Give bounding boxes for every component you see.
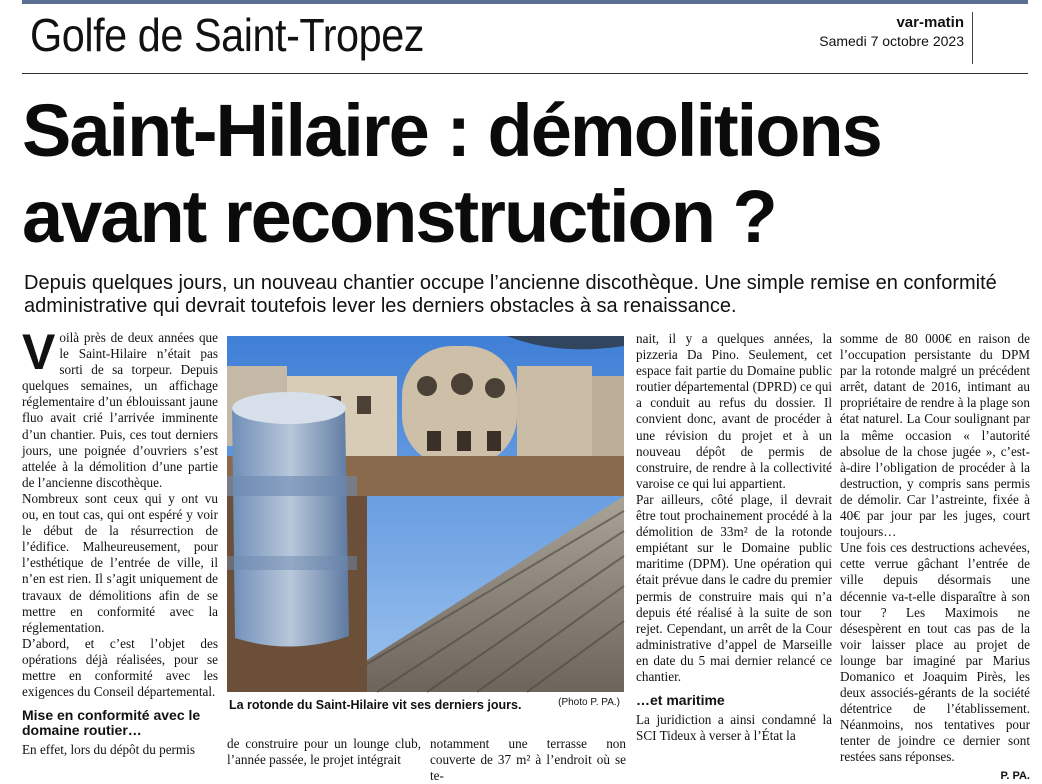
photo-caption: La rotonde du Saint-Hilaire vit ses derniers jours. bbox=[229, 698, 522, 712]
masthead bbox=[819, 14, 964, 49]
paragraph: somme de 80 000€ en raison de l’occupation persistante du DPM par la rotonde malgré un précédent arrêt, datant de 2016, intimant au propriétaire de rendre à la plage son état naturel. La Cour soulignant par la même occasion « l’autorité absolue de la chose jugée », c’est-à-dire l’obligation de procéder à la destruction, y compris sans permis de démolir. Car l’astreinte, fixée à 40€ par jour par les juges, court toujours… bbox=[840, 331, 1030, 540]
article-photo bbox=[227, 336, 624, 692]
subheading: …et maritime bbox=[636, 692, 725, 709]
article-column-1b bbox=[227, 736, 421, 768]
photo-caption-block bbox=[229, 696, 624, 714]
masthead-divider bbox=[972, 12, 973, 64]
photo-credit: (Photo P. PA.) bbox=[558, 697, 620, 708]
paragraph: de construire pour un lounge club, l’année passée, le projet intégrait bbox=[227, 736, 421, 768]
paragraph: nait, il y a quelques années, la pizzeria Da Pino. Seulement, cet espace fait partie du Domaine public routier départemental (DPRD) ce qui a conduit au refus du dossier. Il convient donc, avant de procéder à une révision du projet et à un nouveau dépôt de permis de construire, de rendre à la collectivité varoise ce qui lui appartient. bbox=[636, 331, 832, 491]
top-accent-bar bbox=[22, 0, 1028, 4]
paragraph: notamment une terrasse non couverte de 37 m² à l’endroit où se te- bbox=[430, 736, 626, 784]
article-column-3 bbox=[840, 331, 1030, 784]
header-rule bbox=[22, 73, 1028, 74]
author-signature: P. PA. bbox=[1000, 769, 1030, 782]
subheading: Mise en conformité avec le domaine routier… bbox=[22, 707, 201, 739]
paragraph: D’abord, et c’est l’objet des opérations déjà réalisées, pour se mettre en conformité avec les exigences du Conseil départemental. bbox=[22, 635, 218, 700]
paragraph: Une fois ces destructions achevées, cette verrue gâchant l’entrée de ville depuis désormais une décennie va-t-elle disparaître à son tour ? Les Maximois ne désespèrent en tout cas pas de la voir laisser place au projet de lounge bar imaginé par Marius Domanico et Joaquim Pirès, les deux associés-gérants de la société détentrice de l’établissement. Néanmoins, nos tentatives pour tenter de joindre ce dernier sont restées sans réponses. bbox=[840, 540, 1030, 765]
newspaper-name: var-matin bbox=[896, 14, 964, 31]
article-column-1c bbox=[430, 736, 626, 784]
drop-cap: V bbox=[22, 324, 56, 380]
article-column-2 bbox=[636, 331, 832, 744]
paragraph: La juridiction a ainsi condamné la SCI Tideux à verser à l’État la bbox=[636, 712, 832, 744]
section-title: Golfe de Saint-Tropez bbox=[30, 9, 425, 61]
headline-line-2: avant reconstruction ? bbox=[22, 175, 776, 258]
paragraph: Nombreux sont ceux qui y ont vu ou, en tout cas, qui ont espéré y voir le début de la résurrection de l’édifice. Malheureusement, pour l’esthétique de l’entrée de ville, il n’en est rien. Il s’agit uniquement de travaux de démolitions afin de se mettre en conformité avec la réglementation. bbox=[22, 490, 218, 635]
article-column-1 bbox=[22, 324, 218, 758]
paragraph: Par ailleurs, côté plage, il devrait être tout prochainement procédé à la démolition de 33m² de la rotonde empiétant sur le Domaine public maritime (DPM). Une opération qui était prévue dans le cadre du premier permis de construire mais qui n’a depuis été réalisé à la suite de son rejet. Cependant, un arrêt de la Cour administrative d’appel de Marseille en date du 5 mai dernier relancé ce chantier. bbox=[636, 491, 832, 684]
paragraph: oilà près de deux années que le Saint-Hilaire n’était pas sorti de sa torpeur. Depuis quelques semaines, un affichage réglementaire d’un éblouissant jaune fluo avait crié l’arrivée imminente d’un chantier. Puis, ces tout derniers jours, une poignée d’ouvriers s’est attelée à la démolition d’une partie de l’ancienne discothèque. bbox=[22, 330, 218, 490]
rotonde-photo-illustration bbox=[227, 336, 624, 692]
headline-line-1: Saint-Hilaire : démolitions bbox=[22, 89, 881, 172]
paragraph: En effet, lors du dépôt du permis bbox=[22, 742, 195, 758]
article-lead: Depuis quelques jours, un nouveau chantier occupe l’ancienne discothèque. Une simple remise en conformité administrative qui devrait toutefois lever les derniers obstacles à sa renaissance. bbox=[24, 272, 997, 317]
headline bbox=[22, 88, 1032, 260]
publication-date: Samedi 7 octobre 2023 bbox=[819, 33, 964, 49]
